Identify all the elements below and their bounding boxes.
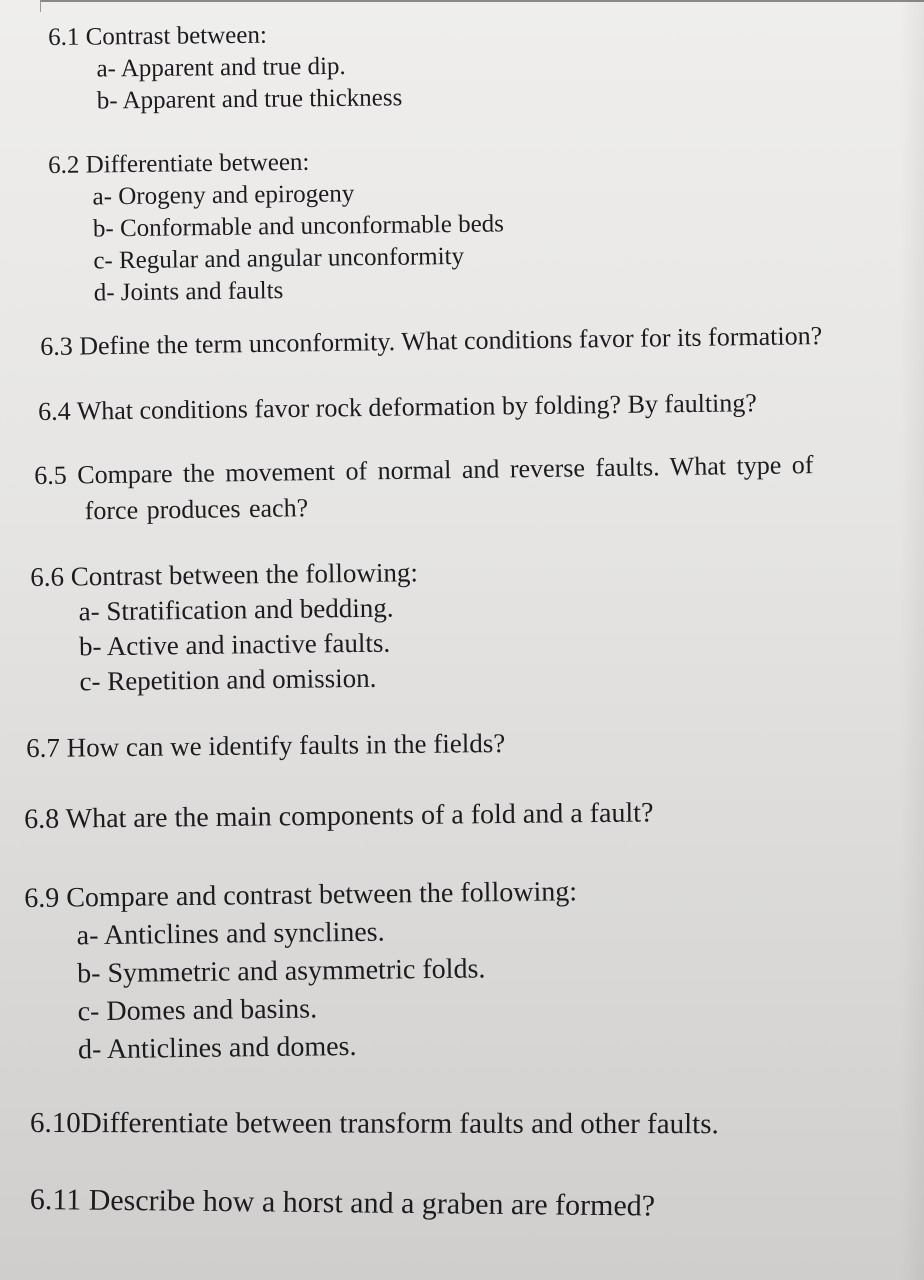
question-text: Contrast between the following: — [70, 557, 419, 592]
question-number: 6.5 — [34, 460, 67, 490]
question-text: Describe how a horst and a graben are formed? — [88, 1183, 656, 1223]
question-number: 6.7 — [26, 732, 61, 763]
sub-item: c- Repetition and omission. — [79, 662, 377, 697]
sub-item: c- Regular and angular unconformity — [93, 242, 465, 275]
sub-item: d- Anticlines and domes. — [77, 1030, 357, 1066]
sub-item: b- Apparent and true thickness — [96, 84, 403, 115]
question-text: Differentiate between transform faults and other faults. — [80, 1107, 719, 1141]
page-top-border — [40, 0, 924, 12]
question-6-7 — [26, 725, 505, 766]
question-heading — [24, 795, 654, 838]
question-heading — [30, 1104, 719, 1143]
question-text: What are the main components of a fold and a fault? — [65, 797, 654, 835]
question-text: Define the term unconformity. What conditions favor for its formation? — [79, 321, 823, 361]
question-text: Compare and contrast between the following: — [66, 876, 578, 914]
page-shadow — [900, 0, 924, 1280]
sub-item: a- Orogeny and epirogeny — [92, 180, 355, 211]
sub-item: b- Symmetric and asymmetric folds. — [76, 953, 486, 990]
question-number: 6.3 — [40, 331, 73, 361]
question-heading — [30, 555, 418, 595]
sub-item: a- Anticlines and synclines. — [76, 916, 385, 952]
sub-item: b- Conformable and unconformable beds — [92, 210, 505, 243]
question-6-8 — [24, 795, 654, 838]
question-text: Contrast between: — [85, 21, 267, 51]
question-number: 6.9 — [24, 882, 60, 914]
sub-item: b- Active and inactive faults. — [78, 627, 391, 662]
question-6-3 — [40, 319, 822, 364]
question-6-6 — [30, 555, 419, 700]
question-6-2 — [48, 144, 505, 310]
question-heading — [40, 319, 822, 364]
question-6-9 — [24, 873, 579, 1070]
question-continuation: force produces each? — [84, 493, 309, 526]
sub-item: d- Joints and faults — [93, 277, 284, 307]
question-6-11 — [30, 1180, 656, 1227]
question-heading — [38, 386, 757, 429]
question-text: How can we identify faults in the fields? — [66, 727, 506, 763]
question-6-5 — [34, 447, 814, 530]
question-number: 6.4 — [38, 396, 71, 426]
question-text: What conditions favor rock deformation by folding? By faulting? — [76, 388, 758, 426]
question-heading — [24, 873, 577, 918]
question-number: 6.2 — [48, 151, 80, 179]
sub-item: c- Domes and basins. — [77, 993, 318, 1028]
question-6-10 — [30, 1104, 719, 1143]
question-6-4 — [38, 386, 757, 429]
question-text: Differentiate between: — [85, 148, 310, 179]
question-heading — [26, 725, 505, 766]
question-number: 6.8 — [24, 803, 60, 835]
question-text: Compare the movement of normal and reverse faults. What type of — [77, 450, 814, 490]
question-heading — [30, 1180, 656, 1227]
sub-item: a- Apparent and true dip. — [96, 52, 346, 83]
question-number: 6.1 — [48, 23, 80, 51]
question-6-1 — [48, 18, 402, 118]
question-number: 6.10 — [29, 1107, 81, 1140]
question-number: 6.6 — [30, 561, 65, 592]
question-heading — [48, 18, 402, 54]
question-number: 6.11 — [29, 1182, 82, 1217]
sub-item: a- Stratification and bedding. — [78, 592, 394, 627]
